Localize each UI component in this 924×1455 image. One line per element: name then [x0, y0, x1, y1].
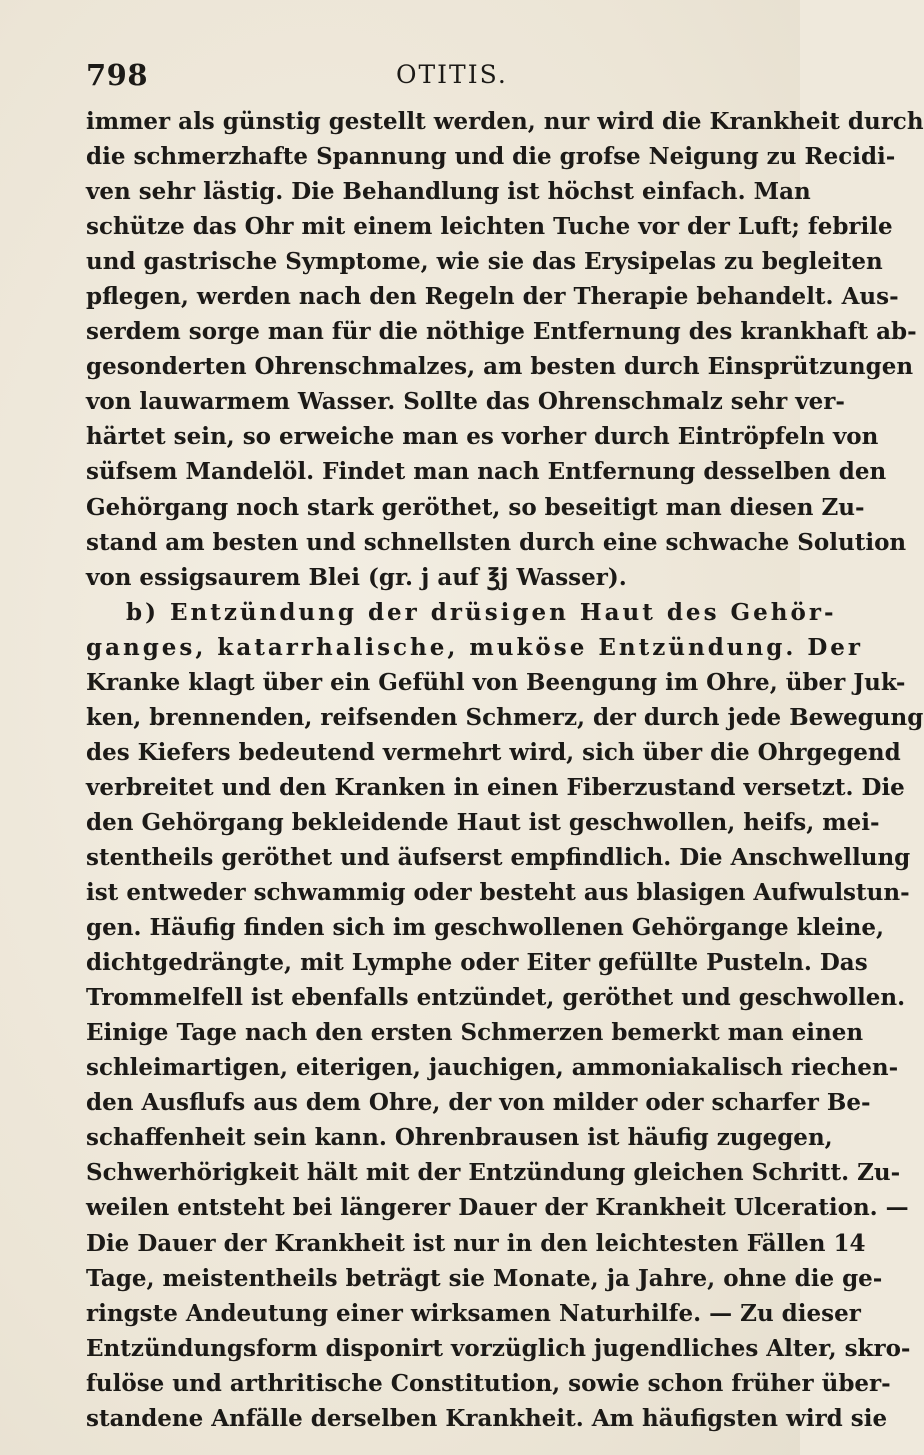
text-line: Kranke klagt über ein Gefühl von Beengung im Ohre, über Juk-: [86, 668, 906, 696]
running-title: OTITIS.: [396, 60, 508, 89]
text-line: härtet sein, so erweiche man es vorher durch Eintröpfeln von: [86, 423, 879, 451]
text-line: ist entweder schwammig oder besteht aus blasigen Aufwulstun-: [86, 879, 910, 907]
text-line: verbreitet und den Kranken in einen Fiberzustand versetzt. Die: [86, 773, 905, 801]
text-line: pflegen, werden nach den Regeln der Therapie behandelt. Aus-: [86, 283, 899, 311]
text-line: weilen entsteht bei längerer Dauer der Krankheit Ulceration. —: [86, 1194, 909, 1222]
text-line: serdem sorge man für die nöthige Entfernung des krankhaft ab-: [86, 318, 917, 346]
text-line: Trommelfell ist ebenfalls entzündet, geröthet und geschwollen.: [86, 984, 906, 1012]
text-line: Gehörgang noch stark geröthet, so beseitigt man diesen Zu-: [86, 493, 865, 521]
text-line: schaffenheit sein kann. Ohrenbrausen ist häufig zugegen,: [86, 1124, 833, 1152]
text-line: schleimartigen, eiterigen, jauchigen, ammoniakalisch riechen-: [86, 1054, 899, 1082]
text-line: von lauwarmem Wasser. Sollte das Ohrenschmalz sehr ver-: [86, 388, 845, 416]
text-line: standene Anfälle derselben Krankheit. Am häufigsten wird sie: [86, 1404, 888, 1432]
text-line: süfsem Mandelöl. Findet man nach Entfernung desselben den: [86, 458, 887, 486]
text-line: Einige Tage nach den ersten Schmerzen bemerkt man einen: [86, 1019, 864, 1047]
page-number: 798: [86, 58, 149, 92]
text-line: von essigsaurem Blei (gr. j auf ℥j Wasser).: [86, 563, 627, 591]
text-line: fulöse und arthritische Constitution, sowie schon früher über-: [86, 1369, 891, 1397]
body-text: [86, 104, 924, 1436]
text-line: ken, brennenden, reifsenden Schmerz, der durch jede Bewegung: [86, 703, 924, 731]
text-line: gen. Häufig finden sich im geschwollenen Gehörgange kleine,: [86, 914, 885, 942]
text-line: und gastrische Symptome, wie sie das Erysipelas zu begleiten: [86, 248, 883, 276]
text-line: die schmerzhafte Spannung und die grofse Neigung zu Recidi-: [86, 143, 896, 171]
page-header: [86, 58, 786, 98]
text-line: immer als günstig gestellt werden, nur wird die Krankheit durch: [86, 108, 924, 135]
text-line: Tage, meistentheils beträgt sie Monate, ja Jahre, ohne die ge-: [86, 1264, 883, 1292]
text-line: ringste Andeutung einer wirksamen Naturhilfe. — Zu dieser: [86, 1299, 861, 1327]
text-line: den Ausflufs aus dem Ohre, der von milder oder scharfer Be-: [86, 1089, 871, 1117]
text-line: gesonderten Ohrenschmalzes, am besten durch Einsprützungen: [86, 353, 914, 381]
text-line: dichtgedrängte, mit Lymphe oder Eiter gefüllte Pusteln. Das: [86, 949, 868, 977]
text-line: schütze das Ohr mit einem leichten Tuche vor der Luft; febrile: [86, 213, 893, 241]
section-heading-line: ganges, katarrhalische, muköse Entzündung. Der: [86, 633, 864, 661]
text-line: den Gehörgang bekleidende Haut ist geschwollen, heifs, mei-: [86, 808, 880, 836]
text-line: ven sehr lästig. Die Behandlung ist höchst einfach. Man: [86, 178, 811, 206]
text-line: stand am besten und schnellsten durch eine schwache Solution: [86, 528, 907, 556]
text-line: Schwerhörigkeit hält mit der Entzündung gleichen Schritt. Zu-: [86, 1159, 901, 1187]
text-line: stentheils geröthet und äufserst empfindlich. Die Anschwellung: [86, 843, 911, 871]
text-line: des Kiefers bedeutend vermehrt wird, sich über die Ohrgegend: [86, 738, 901, 766]
text-line: Die Dauer der Krankheit ist nur in den leichtesten Fällen 14: [86, 1229, 866, 1257]
text-line: Entzündungsform disponirt vorzüglich jugendliches Alter, skro-: [86, 1334, 911, 1362]
section-heading-line: b) Entzündung der drüsigen Haut des Gehör-: [126, 598, 837, 626]
